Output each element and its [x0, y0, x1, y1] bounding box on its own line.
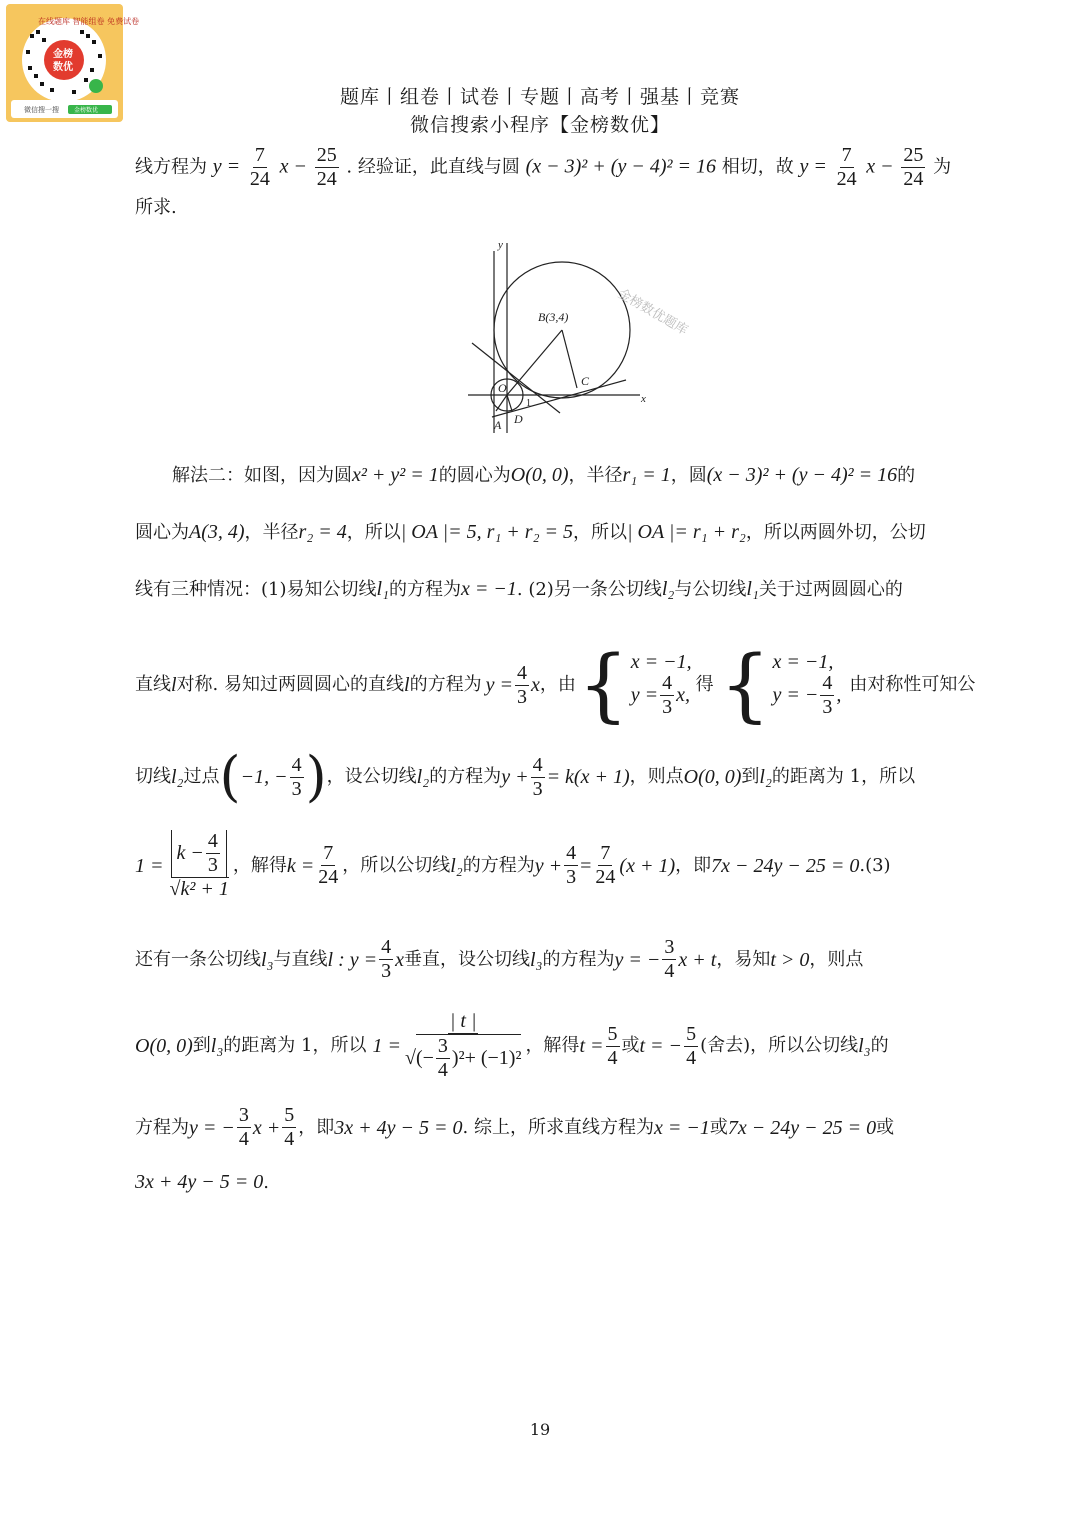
segment-OD [507, 395, 512, 411]
paragraph-2-line-3: 线有三种情况：(1)易知公切线l₁的方程为x = −1. (2)另一条公切线l₂与公切线l₁关于过两圆圆心的 [135, 578, 903, 600]
label-y: y [498, 239, 503, 251]
radius-BO [507, 330, 562, 395]
figure-watermark: 金榜数优题库 [615, 286, 691, 339]
paragraph-2-line-7: 还有一条公切线 l₃ 与直线 l : y = $\frac{4}{3}$ x 垂直，设公切线 l₃ 的方程为 y = − $\frac{3}{4}$ x + t ，易知 t > 0 ，则点 [135, 936, 864, 982]
qr-logo-line1: 金榜 [53, 49, 73, 60]
label-B: B(3,4) [538, 310, 569, 324]
paragraph-2-line-8: O(0, 0) 到 l₃ 的距离为 1，所以 1 = | t | √ ( − $\frac{3}{4}$ )² + (−1)² ，解得 t = $\frac{5}{4}$ 或 t = − $\frac{5}{4}$ (舍去)，所以公切线 l₃ 的 [135, 1010, 889, 1081]
paragraph-2-line-6: 1 = k − $\frac{4}{3}$ √k² + 1 ，解得 k = $\frac{7}{24}$ ，所以公切线 l₂ 的方程为 y + $\frac{4}{3}$ = $\frac{7}{24}$ (x + 1) ，即 7x − 24y − 25 = 0 .(3) [135, 830, 891, 900]
paragraph-2-line-10: 3x + 4y − 5 = 0. [135, 1171, 269, 1193]
qr-search-text: 金榜数优 [74, 107, 99, 114]
qr-bottom-text: 微信搜一搜 [24, 106, 59, 114]
paragraph-2-line-9: 方程为 y = − $\frac{3}{4}$ x + $\frac{5}{4}$ ，即 3x + 4y − 5 = 0 . 综上，所求直线方程为 x = −1 或 7x − 24y − 25 = 0 或 [135, 1104, 895, 1150]
label-1: 1 [526, 398, 531, 409]
label-D: D [514, 412, 523, 426]
label-A: A [494, 418, 502, 432]
header-subtitle: 微信搜索小程序【金榜数优】 [409, 114, 670, 136]
label-x: x [641, 393, 646, 405]
system-2: x = −1, y = − $\frac{4}{3}$ , [772, 650, 842, 718]
left-brace-2: { [719, 638, 771, 731]
paragraph-2-line-4: 直线 l 对称. 易知过两圆圆心的直线 l 的方程为 y = $\frac{4}{3}$ x ，由 { x = −1, y = $\frac{4}{3}$ x, 得 { x = −1, y = − $\frac{4}{3}$ , 由对称性可知公 [135, 638, 976, 731]
paragraph-1-line-2: 所求. [135, 197, 177, 218]
left-brace: { [577, 638, 629, 731]
paragraph-2-line-2: 圆心为A(3, 4)，半径r₂ = 4，所以| OA |= 5, r₁ + r₂ = 5，所以| OA |= r₁ + r₂，所以两圆外切，公切 [135, 521, 926, 543]
qr-logo-line2: 数优 [53, 62, 73, 73]
paragraph-1-line-1: 线方程为 y = $\frac{7}{24}$ x − $\frac{25}{24}$ . 经验证，此直线与圆 (x − 3)² + (y − 4)² = 16 相切，故 y = $\frac{7}{24}$ x − $\frac{25}{24}$ 为 [135, 144, 952, 190]
tangent-line-1 [472, 343, 560, 413]
label-C: C [581, 374, 590, 388]
page-number: 19 [529, 1420, 551, 1439]
radius-BC [562, 330, 577, 388]
label-O: O [498, 381, 507, 395]
geometry-figure [460, 235, 691, 435]
paragraph-2-line-5: 切线 l₂ 过点 ( −1, − $\frac{4}{3}$ ) ，设公切线 l₂ 的方程为 y + $\frac{4}{3}$ = k(x + 1) ，则点 O(0, 0) 到 l₂ 的距离为 1，所以 [135, 745, 916, 808]
qr-top-text: 在线题库 智能组卷 免费试卷 [38, 17, 140, 26]
segment-OA [496, 395, 507, 411]
system-1: x = −1, y = $\frac{4}{3}$ x, [630, 650, 692, 718]
paragraph-2-line-1: 解法二：如图，因为圆x² + y² = 1的圆心为O(0, 0)，半径r₁ = 1，圆(x − 3)² + (y − 4)² = 16的 [172, 464, 916, 486]
header-nav: 题库丨组卷丨试卷丨专题丨高考丨强基丨竞赛 [339, 86, 740, 108]
